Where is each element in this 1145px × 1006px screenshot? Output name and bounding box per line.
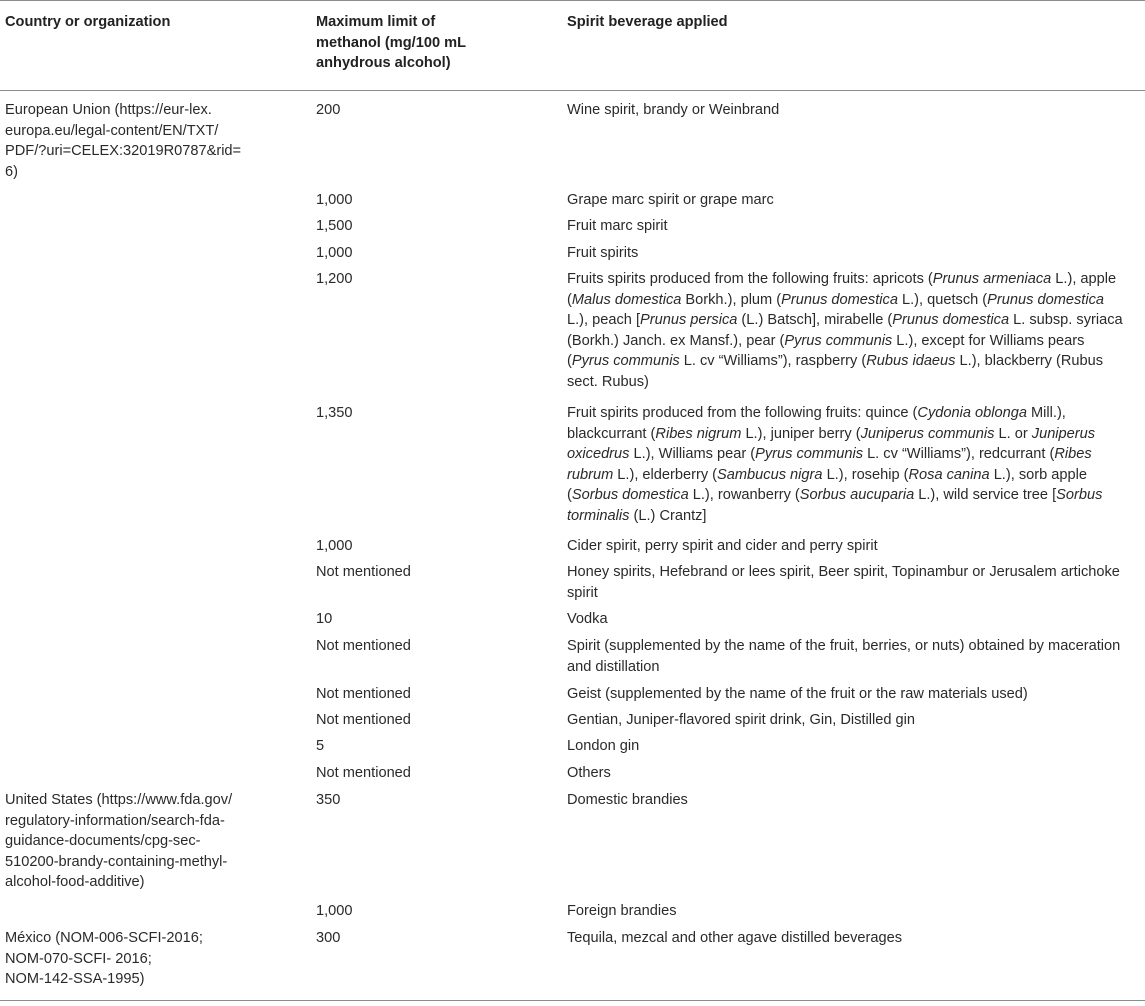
beverage-cell: Others (567, 765, 611, 781)
beverage-cell: London gin (567, 738, 640, 754)
country-us: United States (https://www.fda.gov/ regulatory-information/search-fda- guidance-documents/cpg-sec- 510200-brandy-containing-methyl- alcohol-food-additive) (5, 792, 233, 891)
beverage-cell: Gentian, Juniper-flavored spirit drink, Gin, Distilled gin (567, 712, 915, 728)
limit-cell: 10 (316, 611, 333, 627)
beverage-cell: Tequila, mezcal and other agave distilled beverages (567, 930, 903, 946)
beverage-cell: Fruit marc spirit (567, 218, 668, 234)
beverage-cell: Domestic brandies (567, 792, 688, 808)
limit-cell: 1,200 (316, 271, 353, 287)
table-bottom-rule (0, 1000, 1145, 1001)
beverage-cell: Geist (supplemented by the name of the fruit or the raw materials used) (567, 686, 1028, 702)
limit-cell: 1,500 (316, 218, 353, 234)
limit-cell: Not mentioned (316, 686, 411, 702)
beverage-cell-multiline: Honey spirits, Hefebrand or lees spirit, Beer spirit, Topinambur or Jerusalem artichoke spirit (567, 564, 1120, 601)
limit-cell: 1,350 (316, 405, 353, 421)
limit-cell: 1,000 (316, 245, 353, 261)
limit-cell: Not mentioned (316, 564, 411, 580)
limit-cell: Not mentioned (316, 765, 411, 781)
beverage-cell: Foreign brandies (567, 903, 677, 919)
limit-cell: 1,000 (316, 538, 353, 554)
header-limit: Maximum limit of methanol (mg/100 mL anhydrous alcohol) (316, 14, 467, 72)
beverage-cell-multiline: Spirit (supplemented by the name of the fruit, berries, or nuts) obtained by maceration and distillation (567, 638, 1121, 675)
limit-cell: Not mentioned (316, 638, 411, 654)
header-beverage: Spirit beverage applied (567, 14, 728, 30)
table-top-rule (0, 0, 1145, 1)
beverage-cell: Grape marc spirit or grape marc (567, 192, 774, 208)
country-mexico: México (NOM-006-SCFI-2016; NOM-070-SCFI- 2016; NOM-142-SSA-1995) (5, 930, 203, 988)
country-eu: European Union (https://eur-lex. europa.eu/legal-content/EN/TXT/ PDF/?uri=CELEX:32019R0787&rid= 6) (5, 102, 242, 180)
beverage-cell: Cider spirit, perry spirit and cider and perry spirit (567, 538, 878, 554)
limit-cell: 350 (316, 792, 341, 808)
limit-cell: 1,000 (316, 192, 353, 208)
limit-cell: 1,000 (316, 903, 353, 919)
beverage-cell-multiline: Fruit spirits produced from the following fruits: quince (Cydonia oblonga Mill.), blackcurrant (Ribes nigrum L.), juniper berry (Juniperus communis L. or Juniperus oxicedrus L.), Williams pear (Pyrus communis L. cv “Williams”), redcurrant (Ribes rubrum L.), elderberry (Sambucus nigra L.), rosehip (Rosa canina L.), sorb apple (Sorbus domestica L.), rowanberry (Sorbus aucuparia L.), wild service tree [Sorbus torminalis (L.) Crantz] (567, 405, 1103, 524)
beverage-cell: Vodka (567, 611, 608, 627)
limit-cell: 300 (316, 930, 341, 946)
limit-cell: 200 (316, 102, 341, 118)
header-rule (0, 90, 1145, 91)
beverage-cell-multiline: Fruits spirits produced from the following fruits: apricots (Prunus armeniaca L.), apple (Malus domestica Borkh.), plum (Prunus domestica L.), quetsch (Prunus domestica L.), peach [Prunus persica (L.) Batsch], mirabelle (Prunus domestica L. subsp. syriaca (Borkh.) Janch. ex Mansf.), pear (Pyrus communis L.), except for Williams pears (Pyrus communis L. cv “Williams”), raspberry (Rubus idaeus L.), blackberry (Rubus sect. Rubus) (567, 271, 1123, 390)
header-country: Country or organization (5, 14, 171, 30)
limit-cell: 5 (316, 738, 325, 754)
beverage-cell: Fruit spirits (567, 245, 639, 261)
limit-cell: Not mentioned (316, 712, 411, 728)
beverage-cell: Wine spirit, brandy or Weinbrand (567, 102, 780, 118)
